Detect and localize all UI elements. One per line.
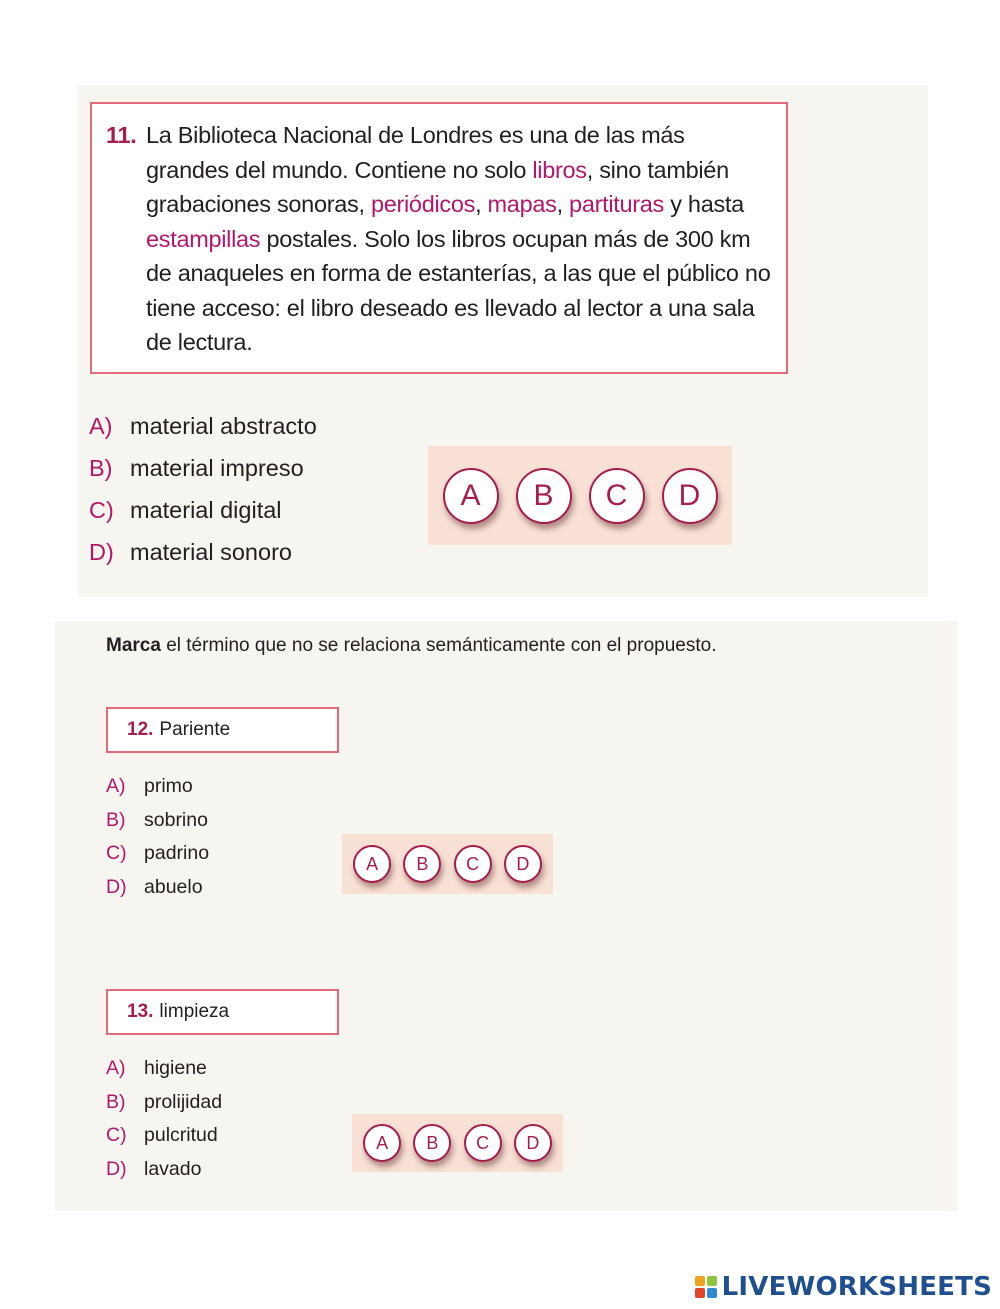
option-letter: C) [89,497,114,523]
answer-bubble-b[interactable]: B [516,468,572,524]
question-12-number: 12. [127,719,154,740]
logo-square [695,1276,705,1286]
option-letter: C) [106,1124,127,1146]
question-11-answer-choices [428,446,732,545]
passage-segment: La Biblioteca Nacional de Londres es una de las más grandes del mundo. Contiene no solo [146,122,685,183]
question-13-number: 13. [127,1001,154,1022]
passage-text [146,122,770,355]
option-text: prolijidad [144,1090,223,1113]
option-text: lavado [144,1157,202,1180]
brand-name: LIVEWORKSHEETS [721,1272,992,1302]
option-text: primo [144,775,193,797]
option-letter: B) [106,808,126,831]
passage-segment: y hasta [664,191,744,217]
option-text: higiene [144,1057,207,1079]
option-text: material impreso [130,455,304,481]
option-letter: D) [89,539,114,565]
logo-square [695,1288,705,1298]
answer-bubble-c[interactable]: C [589,468,645,524]
answer-bubble-d[interactable]: D [514,1124,552,1162]
question-11-panel [78,85,928,597]
questions-12-13-panel [55,621,957,1211]
answer-bubble-a[interactable]: A [443,468,499,524]
option-text: material sonoro [130,539,292,565]
logo-square [707,1288,717,1298]
passage-segment: postales. Solo los libros ocupan más de 300 km de anaqueles en forma de estanterías, a las que el público no tiene acceso: el libro deseado es llevado al lector a una sala de lectura. [146,225,771,355]
highlight-libros: libros [532,156,587,183]
option-text: abuelo [144,875,203,898]
question-12-box [106,707,339,753]
option-letter: D) [106,875,127,898]
option-letter: A) [89,413,113,439]
option-letter: A) [106,1057,126,1079]
option-letter: A) [106,775,126,797]
answer-bubble-a[interactable]: A [353,845,391,883]
answer-bubble-d[interactable]: D [662,468,718,524]
answer-bubble-c[interactable]: C [464,1124,502,1162]
liveworksheets-logo-icon [695,1276,717,1298]
option-text: sobrino [144,808,208,831]
highlight-estampillas: estampillas [146,225,261,252]
instruction-text [106,635,716,657]
question-11-number: 11. [106,122,137,148]
option-letter: B) [106,1090,126,1113]
answer-bubble-c[interactable]: C [454,845,492,883]
option-letter: B) [89,455,113,481]
instruction-bold: Marca [106,635,161,656]
question-12-answer-choices [342,834,553,894]
option-text: padrino [144,842,210,864]
question-13-word: limpieza [159,1001,230,1022]
answer-bubble-a[interactable]: A [363,1124,401,1162]
passage-segment: , [556,191,570,217]
liveworksheets-brand [695,1270,992,1304]
passage-segment: , sino también grabaciones sonoras, [146,156,729,217]
option-text: material digital [130,497,282,523]
question-11-passage-box [90,102,788,374]
answer-bubble-b[interactable]: B [403,845,441,883]
passage-segment: , [475,191,488,217]
option-letter: C) [106,842,127,864]
highlight-periodicos: periódicos [370,191,476,217]
option-text: pulcritud [144,1124,218,1146]
answer-bubble-d[interactable]: D [504,845,542,883]
logo-square [707,1276,717,1286]
option-text: material abstracto [130,413,317,439]
question-13-box [106,989,339,1035]
question-12-word: Pariente [159,719,231,740]
highlight-partituras: partituras [569,191,665,217]
highlight-mapas: mapas [487,191,557,217]
option-letter: D) [106,1157,127,1180]
answer-bubble-b[interactable]: B [413,1124,451,1162]
question-13-answer-choices [352,1114,563,1172]
instruction-rest: el término que no se relaciona semánticamente con el propuesto. [160,635,717,656]
